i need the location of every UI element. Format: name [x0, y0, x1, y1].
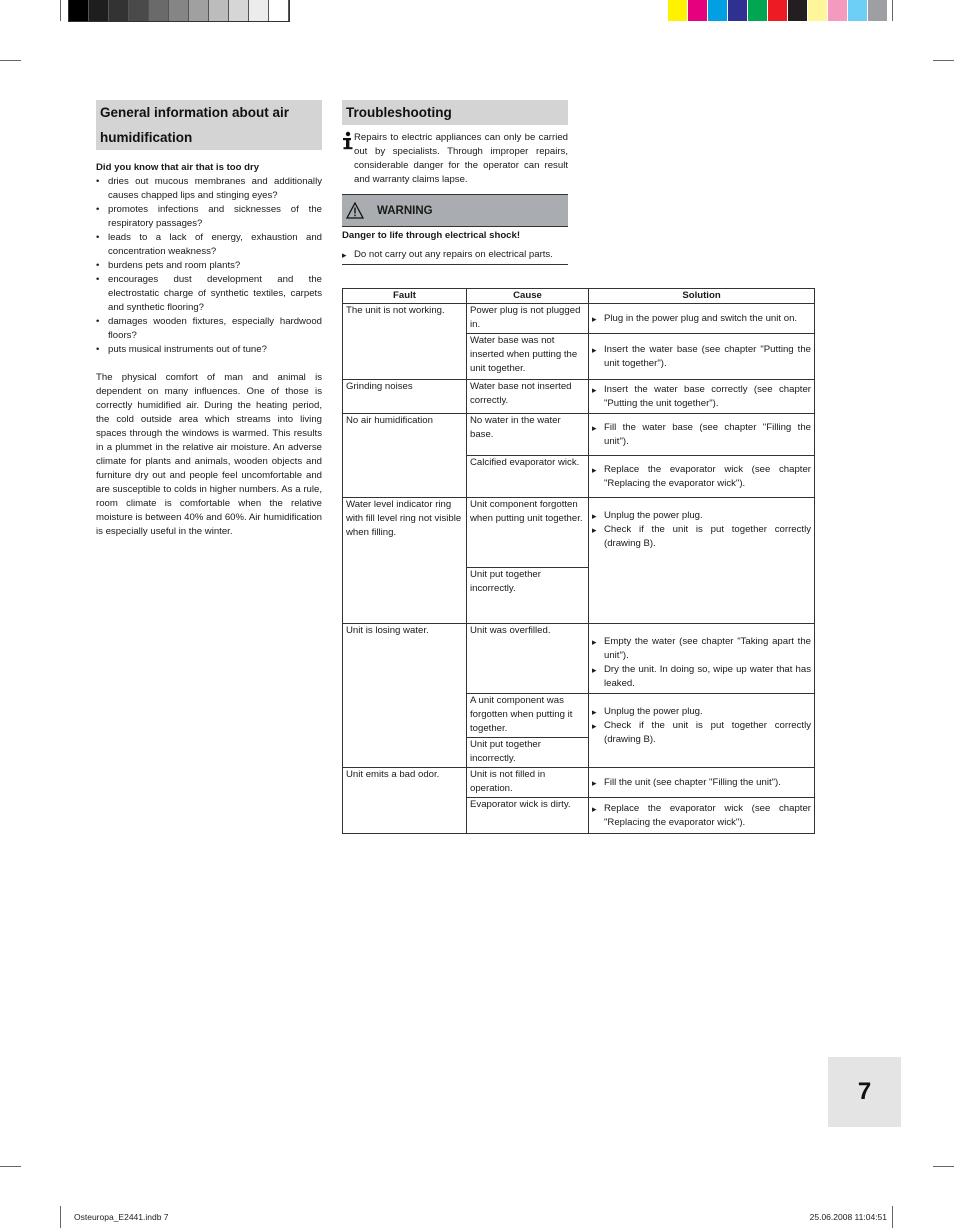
solution-cell	[589, 304, 815, 334]
color-patch	[708, 0, 728, 21]
solution-cell	[589, 768, 815, 798]
solution-step: ▸ Dry the unit. In doing so, wipe up water that has leaked.	[592, 663, 811, 691]
color-patch	[828, 0, 848, 21]
cause-cell: Unit was overfilled.	[467, 624, 589, 694]
left-column	[96, 100, 322, 539]
crop-mark	[933, 60, 954, 61]
color-patch	[848, 0, 868, 21]
solution-step: ▸ Replace the evaporator wick (see chapter "Replacing the evaporator wick").	[592, 802, 811, 830]
crop-mark	[933, 1166, 954, 1167]
cause-cell: Water base was not inserted when putting the unit together.	[467, 334, 589, 380]
solution-cell	[589, 798, 815, 834]
divider	[342, 264, 568, 265]
list-item: • dries out mucous membranes and additionally causes chapped lips and stinging eyes?	[96, 175, 322, 203]
solution-cell	[589, 334, 815, 380]
fault-cell: The unit is not working.	[343, 304, 467, 380]
warning-triangle-icon	[346, 202, 364, 219]
crop-mark	[892, 0, 893, 21]
list-item: • promotes infections and sicknesses of the respiratory passages?	[96, 203, 322, 231]
list-item: • leads to a lack of energy, exhaustion and concentration weakness?	[96, 231, 322, 259]
gray-patch	[109, 0, 129, 21]
footer-timestamp: 25.06.2008 11:04:51	[809, 1212, 887, 1222]
solution-step: ▸ Empty the water (see chapter "Taking apart the unit").	[592, 635, 811, 663]
table-row	[343, 304, 815, 334]
gray-patch	[89, 0, 109, 21]
fault-cell: Grinding noises	[343, 380, 467, 414]
color-patch	[788, 0, 808, 21]
warning-banner	[342, 194, 568, 227]
solution-cell	[589, 694, 815, 768]
color-patch	[808, 0, 828, 21]
crop-mark	[0, 60, 21, 61]
header-fault: Fault	[343, 289, 467, 304]
table-row	[343, 498, 815, 568]
troubleshooting-table	[342, 288, 815, 834]
header-solution: Solution	[589, 289, 815, 304]
info-note	[342, 131, 568, 187]
gray-patch	[169, 0, 189, 21]
cause-cell: Unit put together incorrectly.	[467, 738, 589, 768]
table-row	[343, 768, 815, 798]
table-row	[343, 414, 815, 456]
danger-actions	[342, 248, 568, 262]
section-heading-troubleshooting: Troubleshooting	[342, 100, 568, 125]
cmyk-color-bar	[668, 0, 888, 21]
crop-mark	[0, 1166, 21, 1167]
table-row	[343, 624, 815, 694]
warning-title: WARNING	[377, 204, 433, 217]
solution-step: ▸ Unplug the power plug.	[592, 509, 811, 523]
gray-patch	[149, 0, 169, 21]
header-cause: Cause	[467, 289, 589, 304]
cause-cell: Water base not inserted correctly.	[467, 380, 589, 414]
footer-file: Osteuropa_E2441.indb 7	[74, 1212, 169, 1222]
crop-mark	[60, 1206, 61, 1228]
gray-patch	[269, 0, 289, 21]
solution-cell	[589, 624, 815, 694]
gray-patch	[129, 0, 149, 21]
color-patch	[768, 0, 788, 21]
solution-cell	[589, 498, 815, 624]
list-item: • encourages dust development and the electrostatic charge of synthetic textiles, carpets and synthetic flooring?	[96, 273, 322, 315]
page-number: 7	[828, 1057, 901, 1127]
fault-cell: No air humidification	[343, 414, 467, 498]
danger-action-item: ▸ Do not carry out any repairs on electrical parts.	[342, 248, 568, 262]
solution-step: ▸ Insert the water base correctly (see chapter "Putting the unit together").	[592, 383, 811, 411]
table-header-row	[343, 289, 815, 304]
humidification-paragraph: The physical comfort of man and animal is dependent on many influences. One of those is correctly humidified air. During the heating period, the cold outside area which streams into living spaces through the windows is warmed. This results in a plummet in the relative air moisture. An adverse climate for plants and animals, wooden objects and furniture dry out and people feel uncomfortable and are susceptible to colds in higher numbers. As a rule, room climate is comfortable when the relative moisture is between 40% and 60%. Air humidification is especially useful in the winter.	[96, 372, 322, 537]
color-patch	[668, 0, 688, 21]
solution-step: ▸ Insert the water base (see chapter "Putting the unit together").	[592, 343, 811, 371]
cause-cell: Calcified evaporator wick.	[467, 456, 589, 498]
solution-step: ▸ Plug in the power plug and switch the unit on.	[592, 312, 811, 326]
solution-step: ▸ Fill the unit (see chapter "Filling the unit").	[592, 776, 811, 790]
info-icon	[342, 131, 354, 187]
list-item: • burdens pets and room plants?	[96, 259, 322, 273]
info-text: Repairs to electric appliances can only be carried out by specialists. Through improper repairs, considerable danger for the operator can result and warranty claims lapse.	[354, 132, 568, 185]
list-item: • damages wooden fixtures, especially hardwood floors?	[96, 315, 322, 343]
troubleshooting-column	[342, 100, 568, 265]
gray-patch	[189, 0, 209, 21]
list-item: • puts musical instruments out of tune?	[96, 343, 322, 357]
color-patch	[748, 0, 768, 21]
crop-mark	[892, 1206, 893, 1228]
table-row	[343, 380, 815, 414]
crop-mark	[60, 0, 61, 21]
solution-step: ▸ Check if the unit is put together correctly (drawing B).	[592, 719, 811, 747]
solution-cell	[589, 380, 815, 414]
gray-patch	[249, 0, 269, 21]
solution-cell	[589, 456, 815, 498]
cause-cell: Unit put together incorrectly.	[467, 568, 589, 624]
section-heading-humidification: General information about air humidification	[96, 100, 322, 150]
cause-cell: Unit is not filled in operation.	[467, 768, 589, 798]
fault-cell: Unit is losing water.	[343, 624, 467, 768]
gray-patch	[229, 0, 249, 21]
solution-step: ▸ Unplug the power plug.	[592, 705, 811, 719]
color-patch	[688, 0, 708, 21]
cause-cell: Power plug is not plugged in.	[467, 304, 589, 334]
color-patch	[868, 0, 888, 21]
fault-cell: Unit emits a bad odor.	[343, 768, 467, 834]
cause-cell: Evaporator wick is dirty.	[467, 798, 589, 834]
solution-step: ▸ Replace the evaporator wick (see chapter "Replacing the evaporator wick").	[592, 463, 811, 491]
danger-text: Danger to life through electrical shock!	[342, 230, 521, 241]
intro-question: Did you know that air that is too dry	[96, 162, 260, 173]
cause-cell: No water in the water base.	[467, 414, 589, 456]
cause-cell: A unit component was forgotten when putting it together.	[467, 694, 589, 738]
color-patch	[728, 0, 748, 21]
solution-cell	[589, 414, 815, 456]
solution-step: ▸ Fill the water base (see chapter "Filling the unit").	[592, 421, 811, 449]
solution-step: ▸ Check if the unit is put together correctly (drawing B).	[592, 523, 811, 551]
fault-cell: Water level indicator ring with fill level ring not visible when filling.	[343, 498, 467, 624]
dry-air-effects-list	[96, 175, 322, 357]
gray-patch	[209, 0, 229, 21]
gray-patch	[69, 0, 89, 21]
grayscale-color-bar	[68, 0, 290, 22]
cause-cell: Unit component forgotten when putting unit together.	[467, 498, 589, 568]
